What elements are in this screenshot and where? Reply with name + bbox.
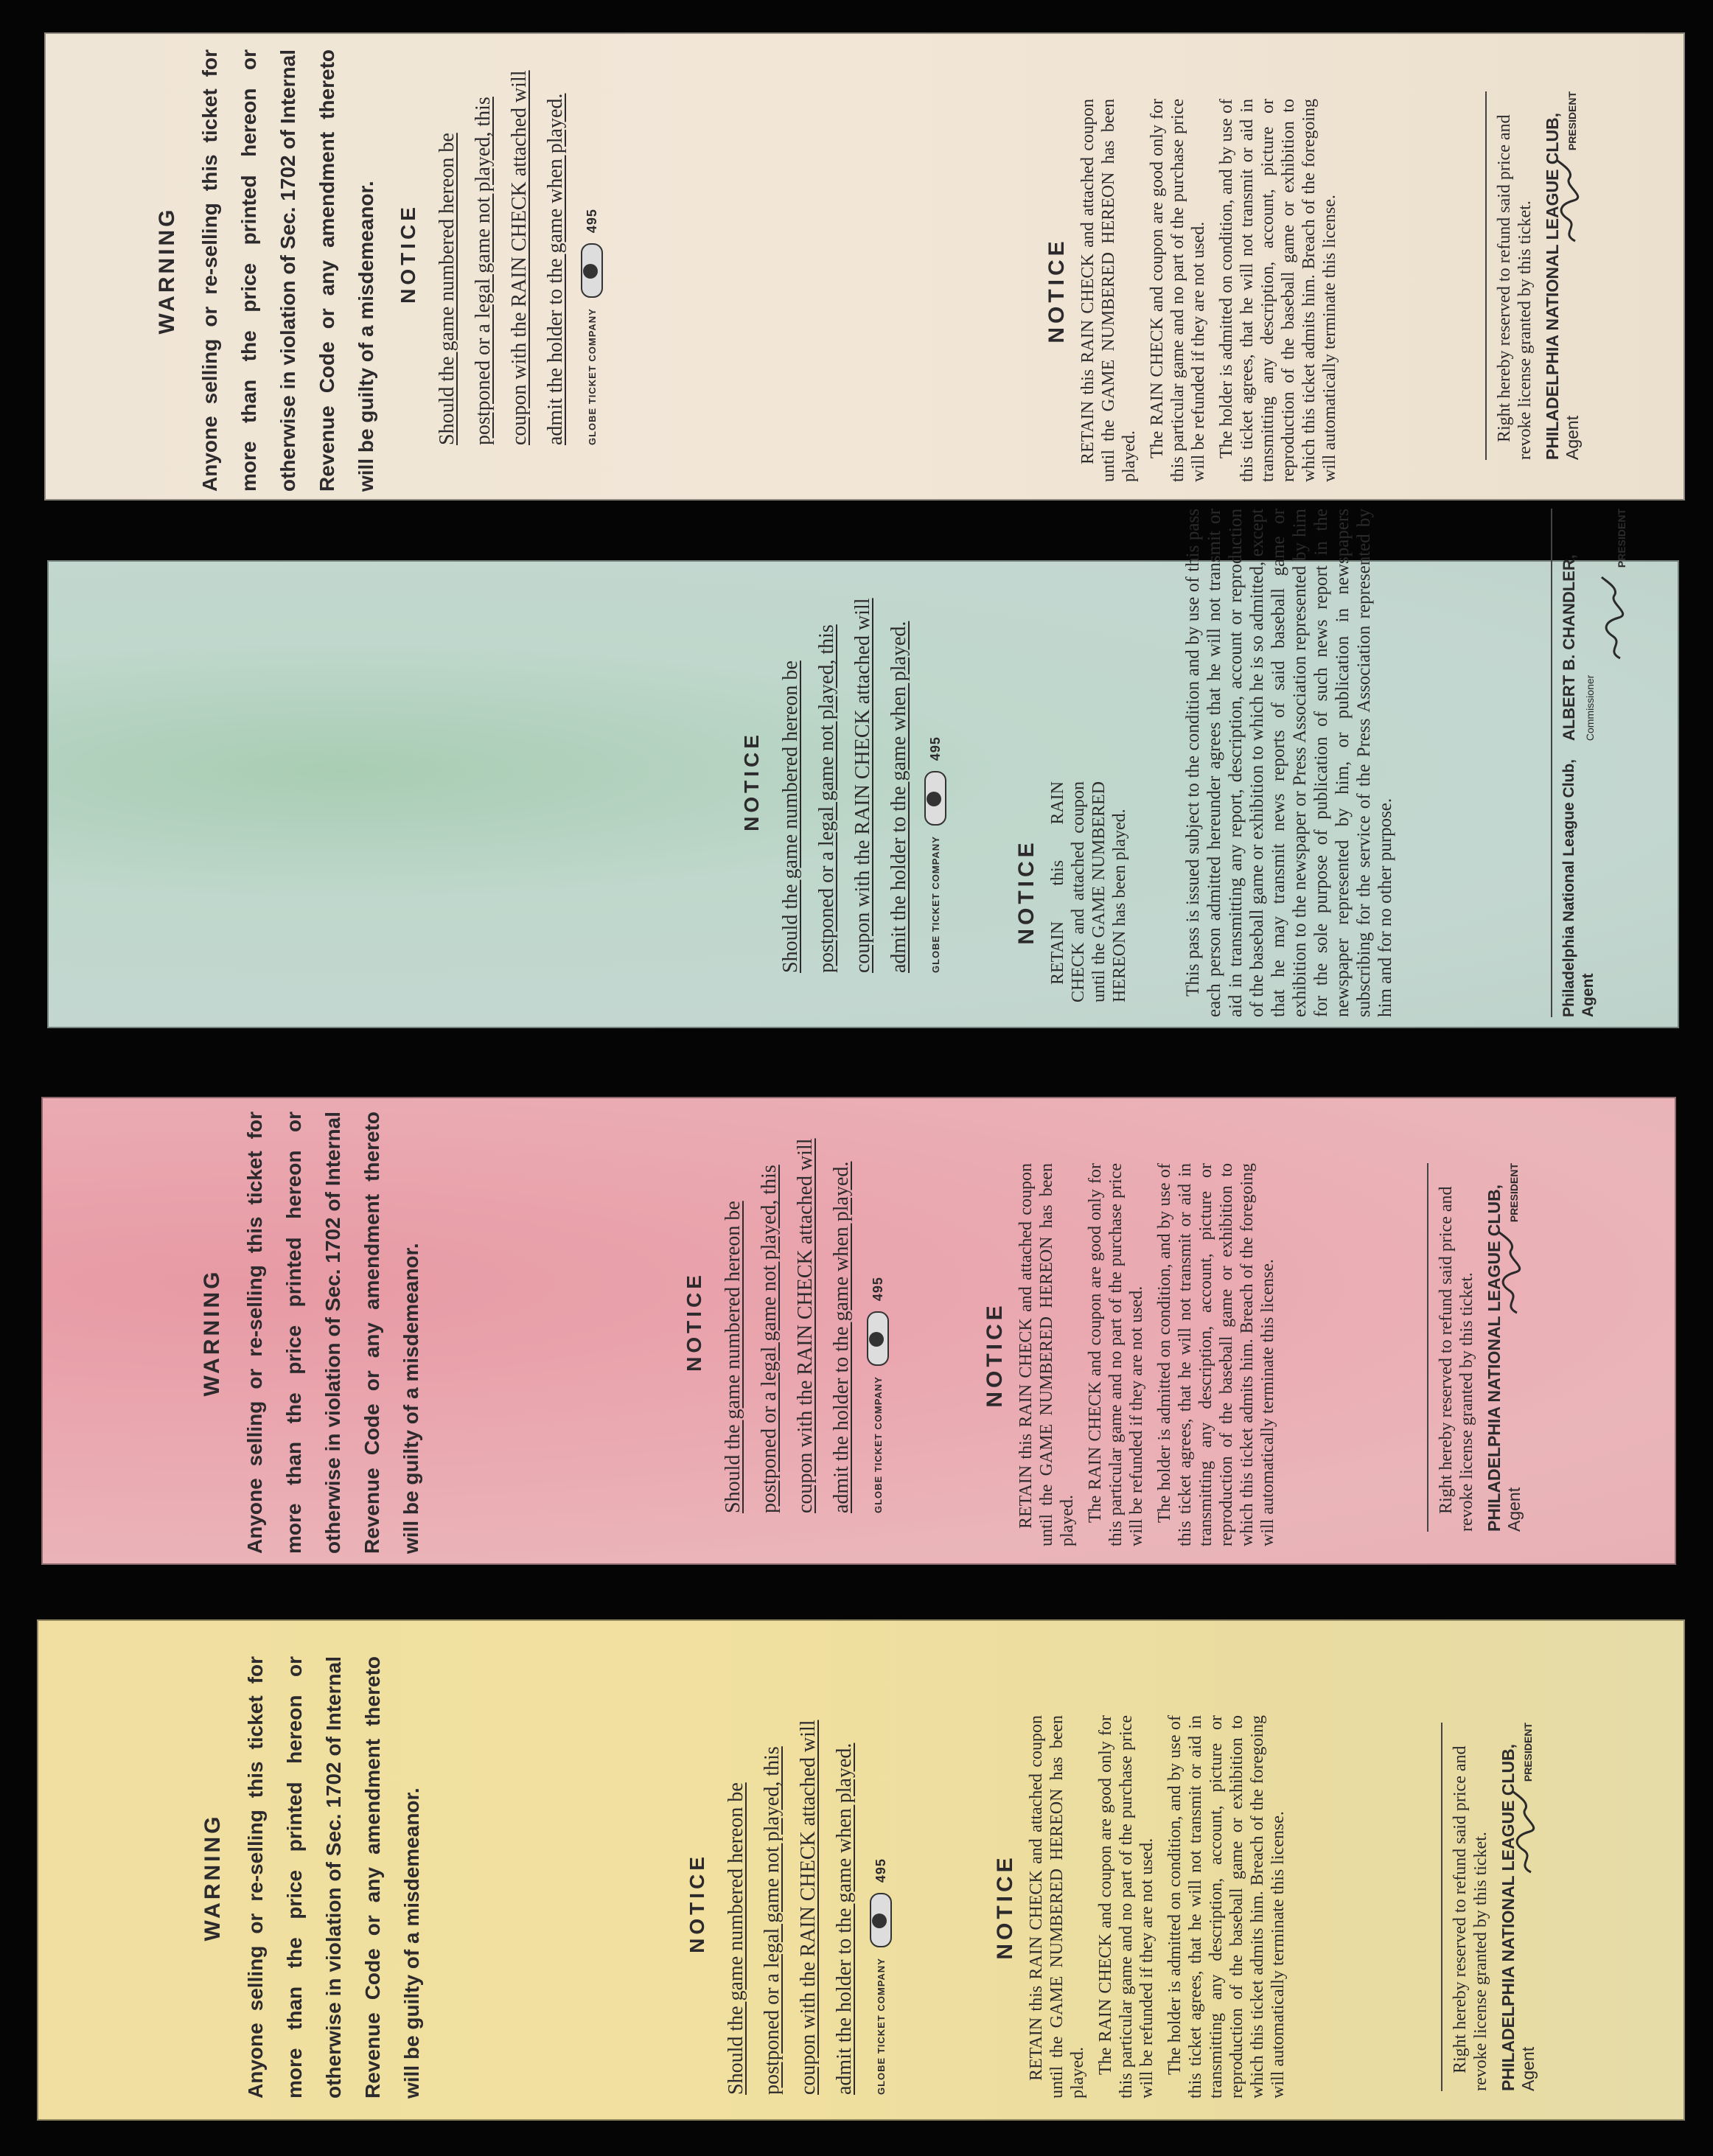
- refund-text: Right hereby reserved to refund said price and revoke license granted by this ticket.: [1437, 1186, 1476, 1532]
- warning-text: Anyone selling or re-selling this ticket for more than the price printed hereon or otherwise in violation of Sec. 1702 of Internal Revenue Code or any amendment thereto will be guilty of a misdemeanor.: [198, 49, 377, 492]
- warning-block: [200, 1656, 431, 2099]
- refund-block: [1427, 1163, 1524, 1532]
- rain-check-p2: The RAIN CHECK and coupon are good only for this particular game and no part of the purchase price will be refunded if they are not used.: [1096, 1715, 1156, 2099]
- notice-text: Should the game numbered hereon be postponed or a legal game not played, this coupon with the RAIN CHECK attached will admit the holder to the game when played.: [436, 70, 567, 445]
- warning-title: WARNING: [155, 206, 179, 335]
- rain-check-block: [1044, 99, 1347, 482]
- rain-check-p2: The RAIN CHECK and coupon are good only for this particular game and no part of the purchase price will be refunded if they are not used.: [1086, 1163, 1146, 1546]
- printer-number: 495: [927, 736, 943, 761]
- press-pass-text: This pass is issued subject to the condition and by use of this pass each person admitted hereunder agrees that he will not transmit or aid in transmitting any report, description, account or reproduction of the baseball game or exhibition to which he is so admitted, except that he may transmit news reports of said baseball game or exhibition to the newspaper or Press Association represented by him for the sole purpose of publication of such news report in the newspaper represented by him, or publication in newspapers subscribing for the service of the Press Association represented by him and for no other purpose.: [1183, 509, 1395, 1017]
- printer-line: [867, 1130, 889, 1513]
- rain-check-p1: RETAIN this RAIN CHECK and attached coupon until the GAME NUMBERED HEREON has been played.: [1078, 99, 1139, 482]
- printer-name: GLOBE TICKET COMPANY: [875, 1958, 887, 2095]
- globe-logo-icon: [581, 243, 603, 298]
- commissioner-name: ALBERT B. CHANDLER, Commissioner: [1560, 554, 1596, 742]
- warning-text: Anyone selling or re-selling this ticket for more than the price printed hereon or otherwise in violation of Sec. 1702 of Internal Revenue Code or any amendment thereto will be guilty of a misdemeanor.: [244, 1656, 423, 2099]
- press-pass-block: [1182, 509, 1402, 1017]
- pass-club-name: Philadelphia National League Club, Agent: [1560, 758, 1597, 1017]
- club-name: PHILADELPHIA NATIONAL LEAGUE CLUB, Agent: [1543, 112, 1582, 460]
- notice-title: NOTICE: [397, 203, 419, 304]
- notice-text: Should the game numbered hereon be postponed or a legal game not played, this coupon with the RAIN CHECK attached will admit the holder to the game when played.: [725, 1720, 856, 2095]
- globe-logo-icon: [924, 771, 946, 826]
- refund-block: [1441, 1723, 1538, 2091]
- signature-icon: [1553, 156, 1583, 245]
- rain-check-block: [985, 1163, 1285, 1546]
- rain-check-p1: RETAIN this RAIN CHECK and attached coupon until the GAME NUMBERED HEREON has been played.: [1016, 1163, 1077, 1546]
- notice-title: NOTICE: [740, 731, 763, 831]
- notice-title: NOTICE: [683, 1271, 705, 1372]
- president-signature: PRESIDENT: [1553, 91, 1583, 460]
- printer-number: 495: [584, 209, 599, 234]
- notice-title: NOTICE: [685, 1853, 708, 1953]
- ticket-back-green: [47, 509, 1679, 1028]
- printer-name: GLOBE TICKET COMPANY: [586, 308, 598, 445]
- rain-check-p3: The holder is admitted on condition, and by use of this ticket agrees, that he will not transmit or aid in transmitting any description, account, picture or reproduction of the baseball game or exhibition to which this ticket admits him. Breach of the foregoing will automatically terminate this license.: [1155, 1163, 1277, 1546]
- rain-check-title: NOTICE: [993, 1854, 1017, 1960]
- notice-block: [683, 1130, 889, 1513]
- rain-check-title: NOTICE: [1044, 237, 1069, 343]
- president-signature: PRESIDENT: [1509, 1723, 1538, 2091]
- rain-check-p2: The RAIN CHECK and coupon are good only for this particular game and no part of the purchase price will be refunded if they are not used.: [1148, 99, 1208, 482]
- refund-text: Right hereby reserved to refund said price and revoke license granted by this ticket.: [1451, 1745, 1490, 2091]
- rain-check-p1: RETAIN this RAIN CHECK and attached coupon until the GAME NUMBERED HEREON has been played.: [1048, 781, 1129, 1002]
- notice-block: [685, 1712, 892, 2095]
- club-name: PHILADELPHIA NATIONAL LEAGUE CLUB, Agent: [1485, 1184, 1524, 1532]
- club-name: PHILADELPHIA NATIONAL LEAGUE CLUB, Agent: [1499, 1743, 1538, 2091]
- printer-number: 495: [873, 1858, 888, 1883]
- president-signature: PRESIDENT: [1598, 509, 1627, 741]
- globe-logo-icon: [870, 1893, 892, 1947]
- warning-title: WARNING: [200, 1813, 225, 1942]
- rain-check-block: [995, 1715, 1296, 2099]
- ticket-back-yellow: [37, 1619, 1685, 2121]
- president-signature: PRESIDENT: [1495, 1163, 1524, 1532]
- rain-check-title: NOTICE: [983, 1302, 1007, 1408]
- ticket-back-pink: [41, 1097, 1676, 1565]
- signature-icon: [1598, 573, 1627, 662]
- printer-number: 495: [870, 1277, 885, 1302]
- notice-block: [397, 62, 603, 445]
- rain-check-block: [1016, 781, 1137, 1002]
- printer-name: GLOBE TICKET COMPANY: [929, 836, 941, 973]
- press-pass-footer: [1551, 509, 1627, 1017]
- signature-icon: [1509, 1787, 1538, 1876]
- signature-icon: [1495, 1228, 1524, 1316]
- notice-text: Should the game numbered hereon be postponed or a legal game not played, this coupon with the RAIN CHECK attached will admit the holder to the game when played.: [779, 598, 910, 973]
- warning-text: Anyone selling or re-selling this ticket for more than the price printed hereon or otherwise in violation of Sec. 1702 of Internal Revenue Code or any amendment thereto will be guilty of a misdemeanor.: [243, 1112, 422, 1554]
- warning-title: WARNING: [200, 1269, 224, 1397]
- rain-check-title: NOTICE: [1014, 839, 1039, 945]
- globe-logo-icon: [867, 1311, 889, 1366]
- rain-check-p3: The holder is admitted on condition, and by use of this ticket agrees, that he will not transmit or aid in transmitting any description, account, picture or reproduction of the baseball game or exhibition to which this ticket admits him. Breach of the foregoing will automatically terminate this license.: [1217, 99, 1339, 482]
- rain-check-p3: The holder is admitted on condition, and by use of this ticket agrees, that he will not transmit or aid in transmitting any description, account, picture or reproduction of the baseball game or exhibition to which this ticket admits him. Breach of the foregoing will automatically terminate this license.: [1165, 1715, 1288, 2099]
- printer-name: GLOBE TICKET COMPANY: [872, 1376, 884, 1513]
- notice-block: [740, 590, 946, 973]
- refund-block: [1485, 91, 1583, 460]
- refund-text: Right hereby reserved to refund said price and revoke license granted by this ticket.: [1495, 114, 1535, 460]
- ticket-back-cream: [44, 32, 1685, 500]
- warning-block: [155, 49, 385, 492]
- printer-line: [581, 62, 603, 445]
- rain-check-p1: RETAIN this RAIN CHECK and attached coupon until the GAME NUMBERED HEREON has been played.: [1027, 1715, 1087, 2099]
- warning-block: [200, 1112, 430, 1554]
- notice-text: Should the game numbered hereon be postponed or a legal game not played, this coupon with the RAIN CHECK attached will admit the holder to the game when played.: [722, 1138, 853, 1513]
- printer-line: [924, 590, 946, 973]
- printer-line: [870, 1712, 892, 2095]
